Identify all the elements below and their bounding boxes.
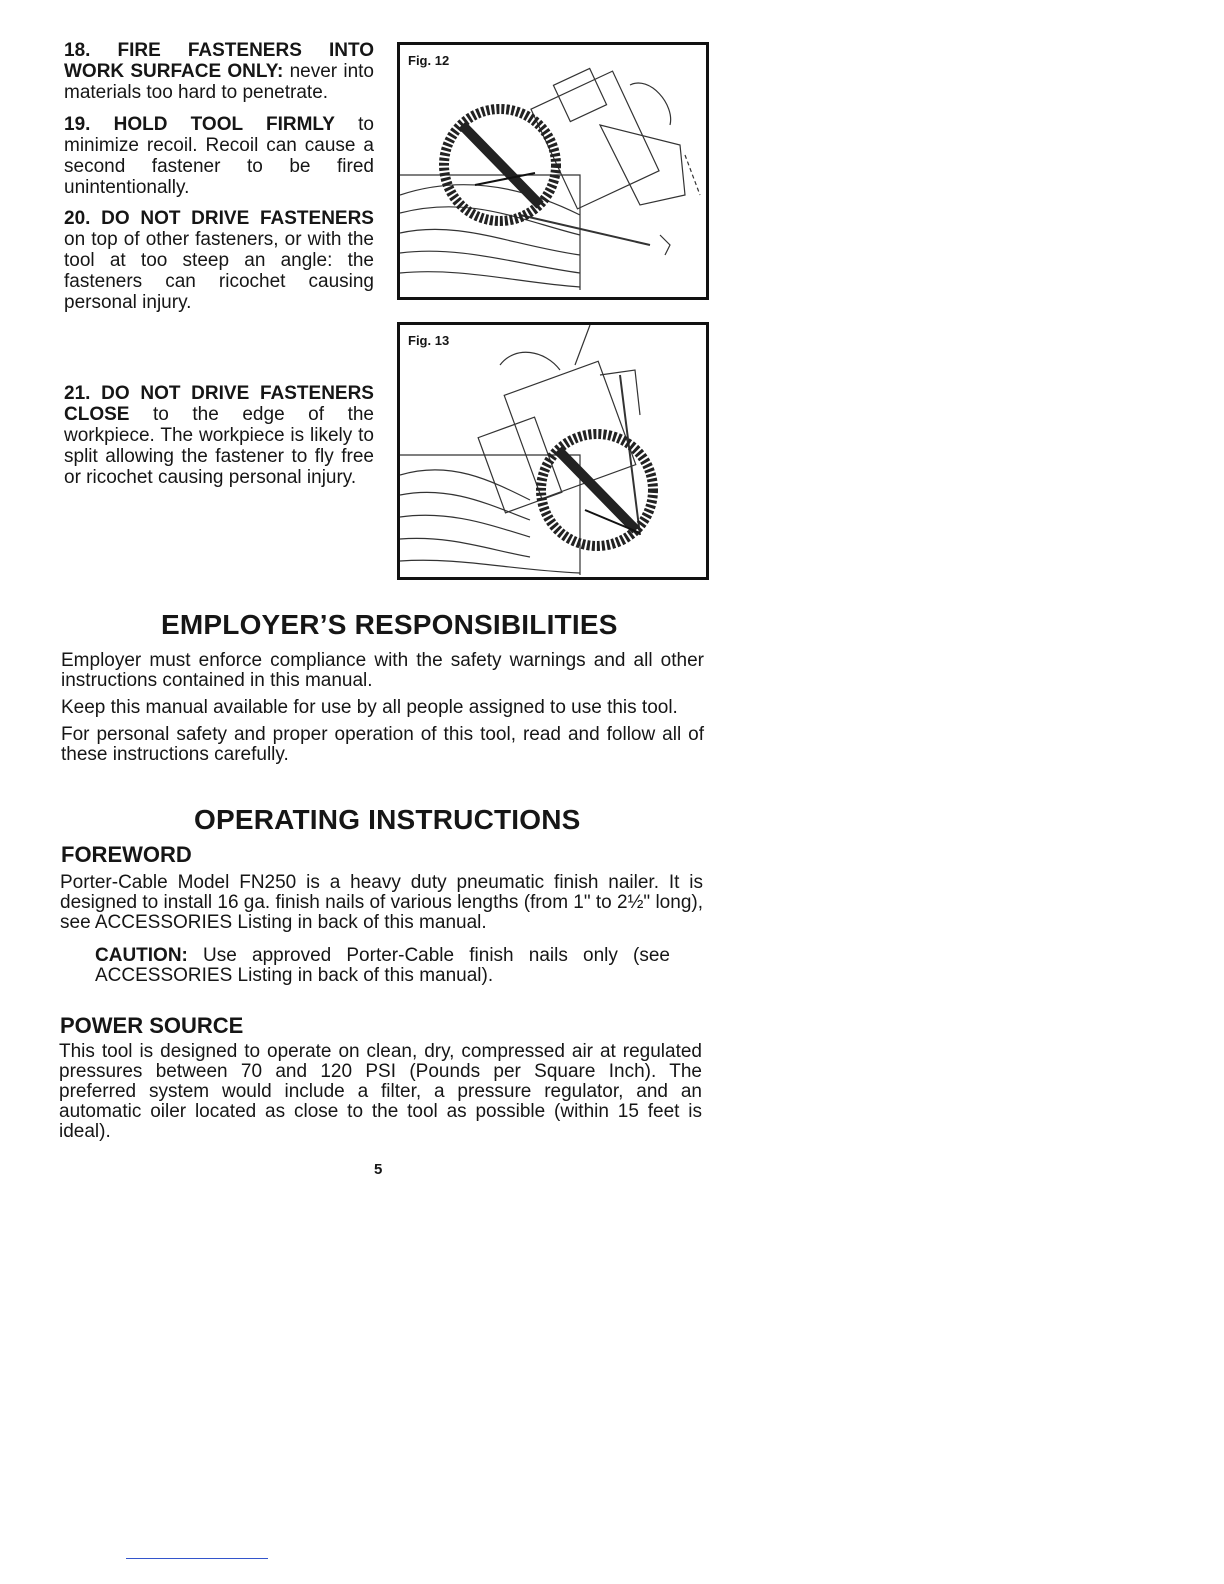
caution-label: CAUTION:	[95, 945, 188, 966]
warning-19-title: 19. HOLD TOOL FIRMLY	[64, 114, 335, 135]
figure-12-label: Fig. 12	[408, 53, 450, 68]
employer-paragraph-1: Employer must enforce compliance with the safety warnings and all other instructions contained in this manual.	[61, 650, 704, 691]
caution-text: Use approved Porter-Cable finish nails only (see ACCESSORIES Listing in back of this manual).	[95, 945, 670, 986]
employer-heading: EMPLOYER’S RESPONSIBILITIES	[161, 609, 618, 640]
bottom-rule	[126, 1558, 268, 1559]
warning-20-text: on top of other fasteners, or with the tool at too steep an angle: the fasteners can ricochet causing personal injury.	[64, 229, 374, 313]
power-source-heading: POWER SOURCE	[60, 1013, 244, 1038]
operating-heading: OPERATING INSTRUCTIONS	[194, 804, 581, 835]
warning-20-title: 20. DO NOT DRIVE FASTENERS	[64, 208, 374, 229]
warning-21-text: to the edge of the workpiece. The workpiece is likely to split allowing the fastener to fly free or ricochet causing personal injury.	[64, 404, 374, 488]
warning-19-text: to minimize recoil. Recoil can cause a second fastener to be fired unintentionally.	[64, 114, 374, 198]
page-number: 5	[374, 1161, 383, 1178]
warning-20	[64, 208, 374, 313]
power-source-text: This tool is designed to operate on clean, dry, compressed air at regulated pressures between 70 and 120 PSI (Pounds per Square Inch). The preferred system would include a filter, a pressure regulator, and an automatic oiler located as close to the tool as possible (within 15 feet is ideal).	[59, 1041, 702, 1142]
warning-18-title: 18. FIRE FASTENERS INTO WORK SURFACE ONLY:	[64, 40, 374, 82]
employer-paragraph-2: Keep this manual available for use by all people assigned to use this tool.	[61, 697, 678, 718]
figure-13	[397, 322, 709, 580]
foreword-text: Porter-Cable Model FN250 is a heavy duty pneumatic finish nailer. It is designed to install 16 ga. finish nails of various lengths (from 1" to 2½" long), see ACCESSORIES Listing in back of this manual.	[60, 872, 703, 933]
foreword-heading: FOREWORD	[61, 842, 192, 867]
warning-21-title: 21. DO NOT DRIVE FASTENERS CLOSE	[64, 383, 374, 425]
warning-19	[64, 114, 374, 198]
figure-12	[397, 42, 709, 300]
warning-21	[64, 383, 374, 488]
figure-12-illustration	[400, 45, 706, 297]
figure-13-label: Fig. 13	[408, 333, 450, 348]
warning-18	[64, 40, 374, 103]
warning-18-text: never into materials too hard to penetrate.	[64, 61, 374, 103]
caution-note	[95, 946, 670, 986]
figure-13-illustration	[400, 325, 706, 577]
employer-paragraph-3: For personal safety and proper operation of this tool, read and follow all of these instructions carefully.	[61, 724, 704, 765]
